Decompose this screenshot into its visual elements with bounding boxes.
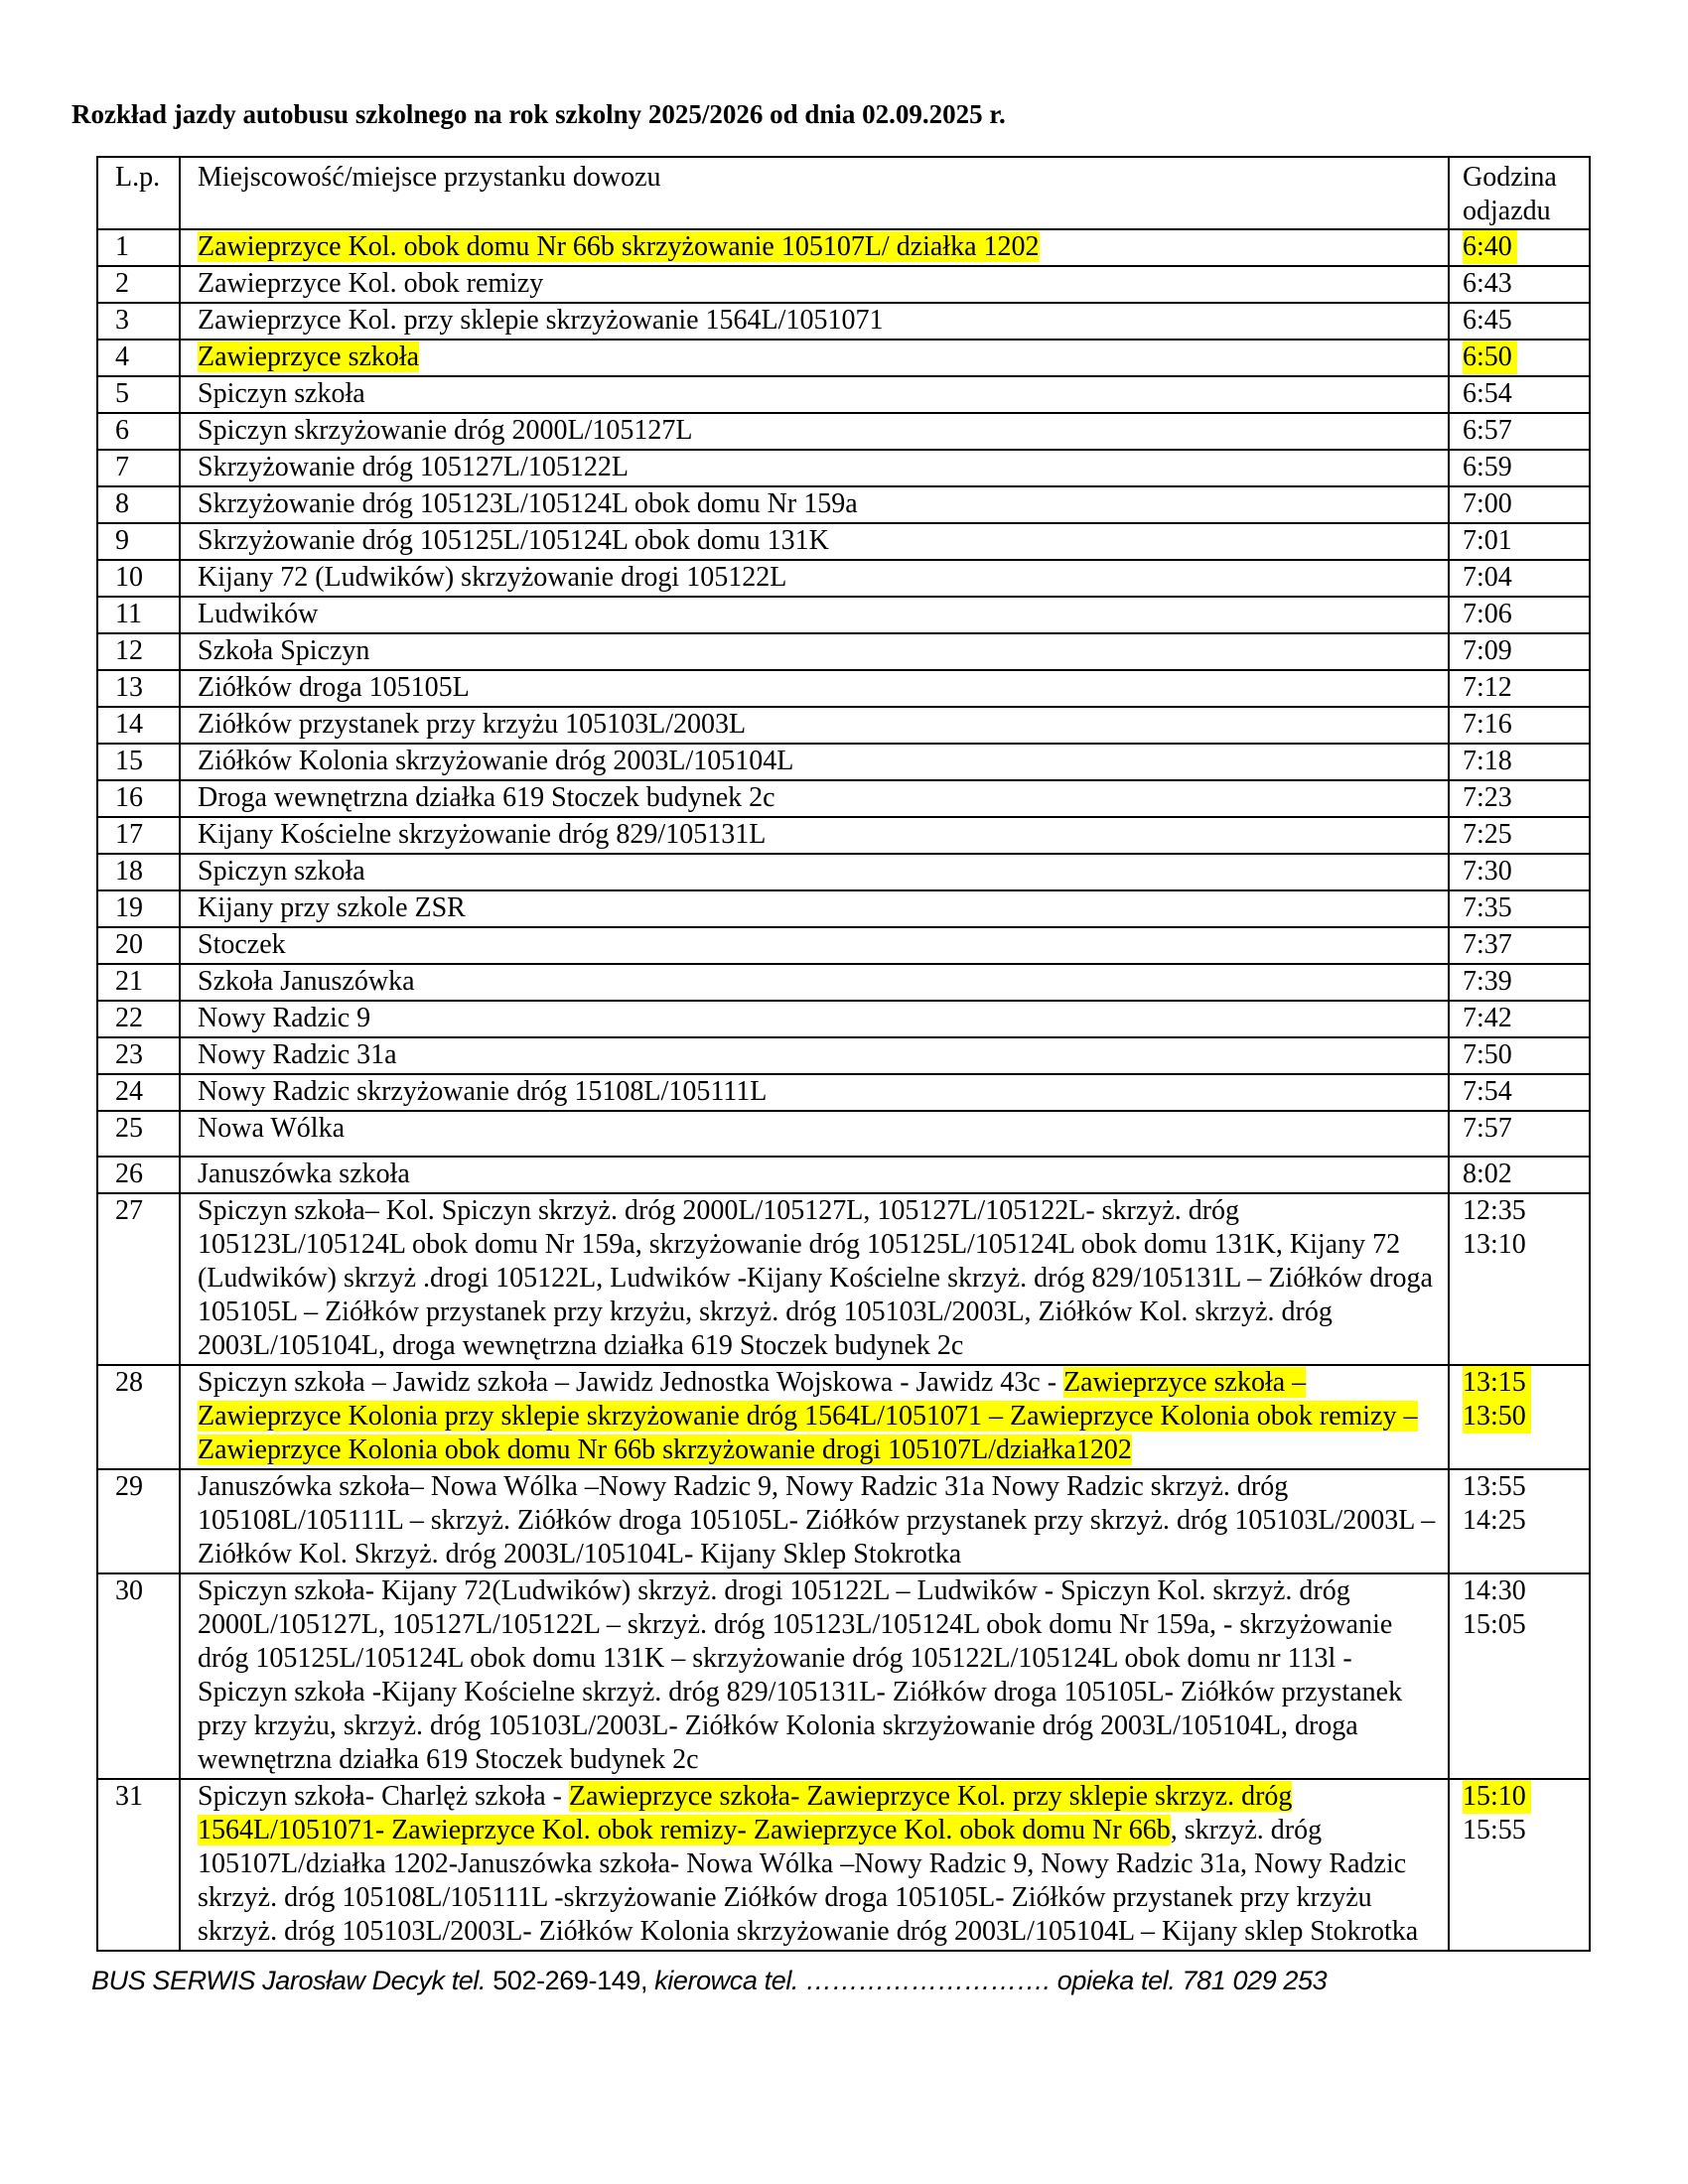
row-number: 28 xyxy=(97,1365,180,1469)
departure-times xyxy=(1449,744,1590,780)
stop-text: Skrzyżowanie dróg 105125L/105124L obok domu 131K xyxy=(198,525,829,556)
table-header xyxy=(97,157,1590,229)
stop-description xyxy=(180,780,1449,817)
stop-description xyxy=(180,1365,1449,1469)
schedule-row xyxy=(97,707,1590,744)
departure-times xyxy=(1449,303,1590,340)
departure-time: 6:43 xyxy=(1463,268,1512,299)
stop-text-highlighted: Zawieprzyce Kol. obok domu Nr 66b skrzyżowanie 105107L/ działka 1202 xyxy=(198,231,1040,262)
schedule-row xyxy=(97,927,1590,964)
stop-description xyxy=(180,376,1449,413)
departure-times xyxy=(1449,486,1590,523)
schedule-row xyxy=(97,1469,1590,1573)
row-number: 6 xyxy=(97,413,180,450)
stop-description xyxy=(180,266,1449,303)
row-number: 3 xyxy=(97,303,180,340)
departure-times xyxy=(1449,780,1590,817)
stop-text: Kijany 72 (Ludwików) skrzyżowanie drogi 105122L xyxy=(198,562,787,593)
departure-time: 7:16 xyxy=(1463,709,1512,740)
stop-description xyxy=(180,413,1449,450)
stop-text: Spiczyn szkoła – Jawidz szkoła – Jawidz Jednostka Wojskowa - Jawidz 43c - xyxy=(198,1367,1064,1398)
schedule-table-body xyxy=(97,229,1590,1951)
departure-time: 7:06 xyxy=(1463,599,1512,629)
stop-text: Ziółków Kolonia skrzyżowanie dróg 2003L/105104L xyxy=(198,746,794,776)
schedule-row xyxy=(97,486,1590,523)
row-number: 25 xyxy=(97,1111,180,1157)
departure-times xyxy=(1449,927,1590,964)
stop-text: Spiczyn skrzyżowanie dróg 2000L/105127L xyxy=(198,415,693,446)
stop-description xyxy=(180,1001,1449,1037)
row-number: 30 xyxy=(97,1573,180,1779)
stop-text: Ludwików xyxy=(198,599,319,629)
departure-times xyxy=(1449,964,1590,1001)
schedule-row xyxy=(97,1074,1590,1111)
stop-text: Kijany Kościelne skrzyżowanie dróg 829/105131L xyxy=(198,819,767,850)
schedule-row xyxy=(97,1111,1590,1157)
stop-description xyxy=(180,340,1449,376)
departure-times xyxy=(1449,597,1590,633)
departure-time: 7:57 xyxy=(1463,1113,1512,1144)
schedule-row xyxy=(97,376,1590,413)
stop-description xyxy=(180,1779,1449,1951)
stop-text: Spiczyn szkoła– Kol. Spiczyn skrzyż. dróg 2000L/105127L, 105127L/105122L- skrzyż. dróg 105123L/105124L obok domu Nr 159a, skrzyżowanie dróg 105125L/105124L obok domu 131K, Kijany 72 (Ludwików) skrzyż .drogi 105122L, Ludwików -Kijany Kościelne skrzyż. dróg 829/105131L – Ziółków droga 105105L – Ziółków przystanek przy krzyżu, skrzyż. dróg 105103L/2003L, Ziółków Kol. skrzyż. dróg 2003L/105104L, droga wewnętrzna działka 619 Stoczek budynek 2c xyxy=(198,1195,1433,1361)
departure-time: 15:05 xyxy=(1463,1609,1526,1640)
schedule-row xyxy=(97,303,1590,340)
stop-text: Nowa Wólka xyxy=(198,1113,345,1144)
row-number: 12 xyxy=(97,633,180,670)
stop-text: Skrzyżowanie dróg 105127L/105122L xyxy=(198,452,629,482)
schedule-row xyxy=(97,890,1590,927)
footer-contact xyxy=(91,1966,1688,1996)
stop-description xyxy=(180,707,1449,744)
departure-times xyxy=(1449,560,1590,597)
departure-time: 7:25 xyxy=(1463,819,1512,850)
departure-time: 7:54 xyxy=(1463,1076,1512,1107)
stop-description xyxy=(180,486,1449,523)
row-number: 31 xyxy=(97,1779,180,1951)
footer-text-segment: kierowca tel. ………………………. xyxy=(647,1966,1057,1995)
schedule-row xyxy=(97,633,1590,670)
stop-text: Ziółków przystanek przy krzyżu 105103L/2003L xyxy=(198,709,747,740)
departure-time: 7:12 xyxy=(1463,672,1512,703)
row-number: 19 xyxy=(97,890,180,927)
schedule-row xyxy=(97,854,1590,890)
schedule-row xyxy=(97,266,1590,303)
stop-description xyxy=(180,890,1449,927)
stop-text: Szkoła Januszówka xyxy=(198,966,415,997)
stop-text: Januszówka szkoła xyxy=(198,1159,410,1189)
schedule-row xyxy=(97,340,1590,376)
departure-times xyxy=(1449,1111,1590,1157)
stop-description xyxy=(180,1573,1449,1779)
row-number: 21 xyxy=(97,964,180,1001)
stop-text-highlighted: Zawieprzyce szkoła – Zawieprzyce Kolonia przy sklepie skrzyżowanie dróg 1564L/1051071 – Zawieprzyce Kolonia obok remizy – Zawieprzyce Kolonia obok domu Nr 66b skrzyżowanie drogi 105107L/działka1202 xyxy=(198,1367,1418,1465)
stop-description xyxy=(180,597,1449,633)
stop-description xyxy=(180,1157,1449,1193)
row-number: 5 xyxy=(97,376,180,413)
departure-times xyxy=(1449,707,1590,744)
departure-time: 7:30 xyxy=(1463,856,1512,887)
stop-description xyxy=(180,744,1449,780)
row-number: 17 xyxy=(97,817,180,854)
departure-time-highlighted: 13:50 xyxy=(1463,1400,1531,1433)
row-number: 27 xyxy=(97,1193,180,1365)
departure-time: 13:10 xyxy=(1463,1229,1526,1260)
footer-text-segment: BUS SERWIS Jarosław Decyk tel. xyxy=(91,1966,493,1995)
departure-times xyxy=(1449,1193,1590,1365)
departure-times xyxy=(1449,854,1590,890)
schedule-row xyxy=(97,413,1590,450)
schedule-row xyxy=(97,450,1590,486)
departure-times xyxy=(1449,1469,1590,1573)
row-number: 16 xyxy=(97,780,180,817)
stop-text: Spiczyn szkoła xyxy=(198,378,365,409)
header-place: Miejscowość/miejsce przystanku dowozu xyxy=(180,157,1449,229)
stop-description xyxy=(180,854,1449,890)
row-number: 20 xyxy=(97,927,180,964)
schedule-row xyxy=(97,1037,1590,1074)
departure-time-highlighted: 6:50 xyxy=(1463,341,1517,374)
departure-time: 7:39 xyxy=(1463,966,1512,997)
departure-times xyxy=(1449,450,1590,486)
stop-description xyxy=(180,229,1449,266)
bus-schedule-table xyxy=(96,156,1591,1952)
departure-times xyxy=(1449,1001,1590,1037)
stop-description xyxy=(180,303,1449,340)
stop-text: Januszówka szkoła– Nowa Wólka –Nowy Radzic 9, Nowy Radzic 31a Nowy Radzic skrzyż. dróg 105108L/105111L – skrzyż. Ziółków droga 105105L- Ziółków przystanek przy skrzyż. dróg 105103L/2003L – Ziółków Kol. Skrzyż. dróg 2003L/105104L- Kijany Sklep Stokrotka xyxy=(198,1471,1436,1570)
stop-text-highlighted: Zawieprzyce szkoła- Zawieprzyce Kol. przy sklepie skrzyz. dróg 1564L/1051071- Zawieprzyce Kol. obok remizy- Zawieprzyce Kol. obok domu Nr 66b xyxy=(198,1781,1293,1845)
departure-times xyxy=(1449,1573,1590,1779)
departure-time: 13:55 xyxy=(1463,1471,1526,1502)
departure-times xyxy=(1449,817,1590,854)
stop-text: Zawieprzyce Kol. przy sklepie skrzyżowanie 1564L/1051071 xyxy=(198,305,884,336)
stop-description xyxy=(180,1193,1449,1365)
schedule-row xyxy=(97,597,1590,633)
stop-description xyxy=(180,450,1449,486)
page-title: Rozkład jazdy autobusu szkolnego na rok szkolny 2025/2026 od dnia 02.09.2025 r. xyxy=(71,99,1006,129)
departure-times xyxy=(1449,340,1590,376)
departure-time: 15:55 xyxy=(1463,1815,1526,1845)
stop-description xyxy=(180,964,1449,1001)
departure-times xyxy=(1449,266,1590,303)
departure-time: 7:18 xyxy=(1463,746,1512,776)
departure-time: 6:59 xyxy=(1463,452,1512,482)
stop-description xyxy=(180,1469,1449,1573)
departure-times xyxy=(1449,1074,1590,1111)
departure-time: 7:50 xyxy=(1463,1039,1512,1070)
departure-times xyxy=(1449,670,1590,707)
stop-text: Spiczyn szkoła- Kijany 72(Ludwików) skrzyż. drogi 105122L – Ludwików - Spiczyn Kol. skrzyż. dróg 2000L/105127L, 105127L/105122L – skrzyż. dróg 105123L/105124L obok domu Nr 159a, - skrzyżowanie dróg 105125L/105124L obok domu 131K – skrzyżowanie dróg 105122L/105124L obok domu nr 113l - Spiczyn szkoła -Kijany Kościelne skrzyż. dróg 829/105131L- Ziółków droga 105105L- Ziółków przystanek przy krzyżu, skrzyż. dróg 105103L/2003L- Ziółków Kolonia skrzyżowanie dróg 2003L/105104L, droga wewnętrzna działka 619 Stoczek budynek 2c xyxy=(198,1575,1403,1775)
schedule-row xyxy=(97,1779,1590,1951)
stop-description xyxy=(180,1111,1449,1157)
row-number: 8 xyxy=(97,486,180,523)
stop-text: Spiczyn szkoła xyxy=(198,856,365,887)
footer-text-segment: opieka tel. 781 029 253 xyxy=(1056,1966,1328,1995)
row-number: 14 xyxy=(97,707,180,744)
header-lp: L.p. xyxy=(97,157,180,229)
stop-description xyxy=(180,633,1449,670)
departure-time: 7:09 xyxy=(1463,635,1512,666)
row-number: 18 xyxy=(97,854,180,890)
departure-time-highlighted: 15:10 xyxy=(1463,1780,1531,1814)
schedule-row xyxy=(97,560,1590,597)
schedule-row xyxy=(97,229,1590,266)
row-number: 7 xyxy=(97,450,180,486)
schedule-row xyxy=(97,523,1590,560)
schedule-row xyxy=(97,964,1590,1001)
stop-description xyxy=(180,1074,1449,1111)
schedule-row xyxy=(97,1365,1590,1469)
departure-times xyxy=(1449,1157,1590,1193)
row-number: 11 xyxy=(97,597,180,633)
schedule-row xyxy=(97,1193,1590,1365)
departure-times xyxy=(1449,1365,1590,1469)
row-number: 23 xyxy=(97,1037,180,1074)
stop-text: Nowy Radzic 9 xyxy=(198,1003,371,1033)
schedule-row xyxy=(97,1157,1590,1193)
departure-time: 12:35 xyxy=(1463,1195,1526,1226)
departure-time: 7:04 xyxy=(1463,562,1512,593)
stop-text: Stoczek xyxy=(198,929,286,960)
departure-time: 6:57 xyxy=(1463,415,1512,446)
schedule-row xyxy=(97,744,1590,780)
schedule-row xyxy=(97,780,1590,817)
schedule-row xyxy=(97,817,1590,854)
departure-time: 7:37 xyxy=(1463,929,1512,960)
stop-text: Skrzyżowanie dróg 105123L/105124L obok domu Nr 159a xyxy=(198,488,858,519)
stop-description xyxy=(180,817,1449,854)
stop-text: Szkoła Spiczyn xyxy=(198,635,370,666)
row-number: 1 xyxy=(97,229,180,266)
departure-times xyxy=(1449,376,1590,413)
departure-time: 8:02 xyxy=(1463,1159,1512,1189)
row-number: 24 xyxy=(97,1074,180,1111)
header-row xyxy=(97,157,1590,229)
departure-times xyxy=(1449,523,1590,560)
stop-text: Kijany przy szkole ZSR xyxy=(198,892,466,923)
stop-description xyxy=(180,1037,1449,1074)
departure-time: 14:30 xyxy=(1463,1575,1526,1606)
stop-description xyxy=(180,523,1449,560)
stop-description xyxy=(180,670,1449,707)
schedule-row xyxy=(97,670,1590,707)
row-number: 2 xyxy=(97,266,180,303)
stop-text: Spiczyn szkoła- Charlęż szkoła - xyxy=(198,1781,569,1812)
departure-time: 6:54 xyxy=(1463,378,1512,409)
row-number: 29 xyxy=(97,1469,180,1573)
departure-time-highlighted: 13:15 xyxy=(1463,1366,1531,1400)
departure-times xyxy=(1449,633,1590,670)
departure-times xyxy=(1449,413,1590,450)
schedule-row xyxy=(97,1001,1590,1037)
departure-time-highlighted: 6:40 xyxy=(1463,230,1517,264)
row-number: 15 xyxy=(97,744,180,780)
departure-time: 7:35 xyxy=(1463,892,1512,923)
header-departure-time: Godzina odjazdu xyxy=(1449,157,1590,229)
departure-time: 7:00 xyxy=(1463,488,1512,519)
row-number: 10 xyxy=(97,560,180,597)
departure-time: 14:25 xyxy=(1463,1505,1526,1536)
stop-text: Droga wewnętrzna działka 619 Stoczek budynek 2c xyxy=(198,782,775,813)
departure-time: 7:23 xyxy=(1463,782,1512,813)
stop-text: Zawieprzyce Kol. obok remizy xyxy=(198,268,544,299)
footer-text-segment: 502-269-149, xyxy=(492,1966,648,1995)
stop-text: Nowy Radzic skrzyżowanie dróg 15108L/105111L xyxy=(198,1076,768,1107)
stop-description xyxy=(180,927,1449,964)
departure-times xyxy=(1449,1779,1590,1951)
stop-text: Nowy Radzic 31a xyxy=(198,1039,397,1070)
row-number: 26 xyxy=(97,1157,180,1193)
departure-time: 6:45 xyxy=(1463,305,1512,336)
row-number: 4 xyxy=(97,340,180,376)
stop-text: , skrzyż. dróg 105107L/działka 1202-Januszówka szkoła- Nowa Wólka –Nowy Radzic 9, Nowy Radzic 31a, Nowy Radzic skrzyż. dróg 105108L/105111L -skrzyżowanie Ziółków droga 105105L- Ziółków przystanek przy krzyżu skrzyż. dróg 105103L/2003L- Ziółków Kolonia skrzyżowanie dróg 2003L/105104L – Kijany sklep Stokrotka xyxy=(198,1815,1419,1947)
stop-description xyxy=(180,560,1449,597)
row-number: 13 xyxy=(97,670,180,707)
departure-time: 7:01 xyxy=(1463,525,1512,556)
schedule-row xyxy=(97,1573,1590,1779)
departure-times xyxy=(1449,229,1590,266)
row-number: 9 xyxy=(97,523,180,560)
departure-time: 7:42 xyxy=(1463,1003,1512,1033)
departure-times xyxy=(1449,1037,1590,1074)
stop-text: Ziółków droga 105105L xyxy=(198,672,470,703)
departure-times xyxy=(1449,890,1590,927)
row-number: 22 xyxy=(97,1001,180,1037)
stop-text-highlighted: Zawieprzyce szkoła xyxy=(198,341,420,372)
